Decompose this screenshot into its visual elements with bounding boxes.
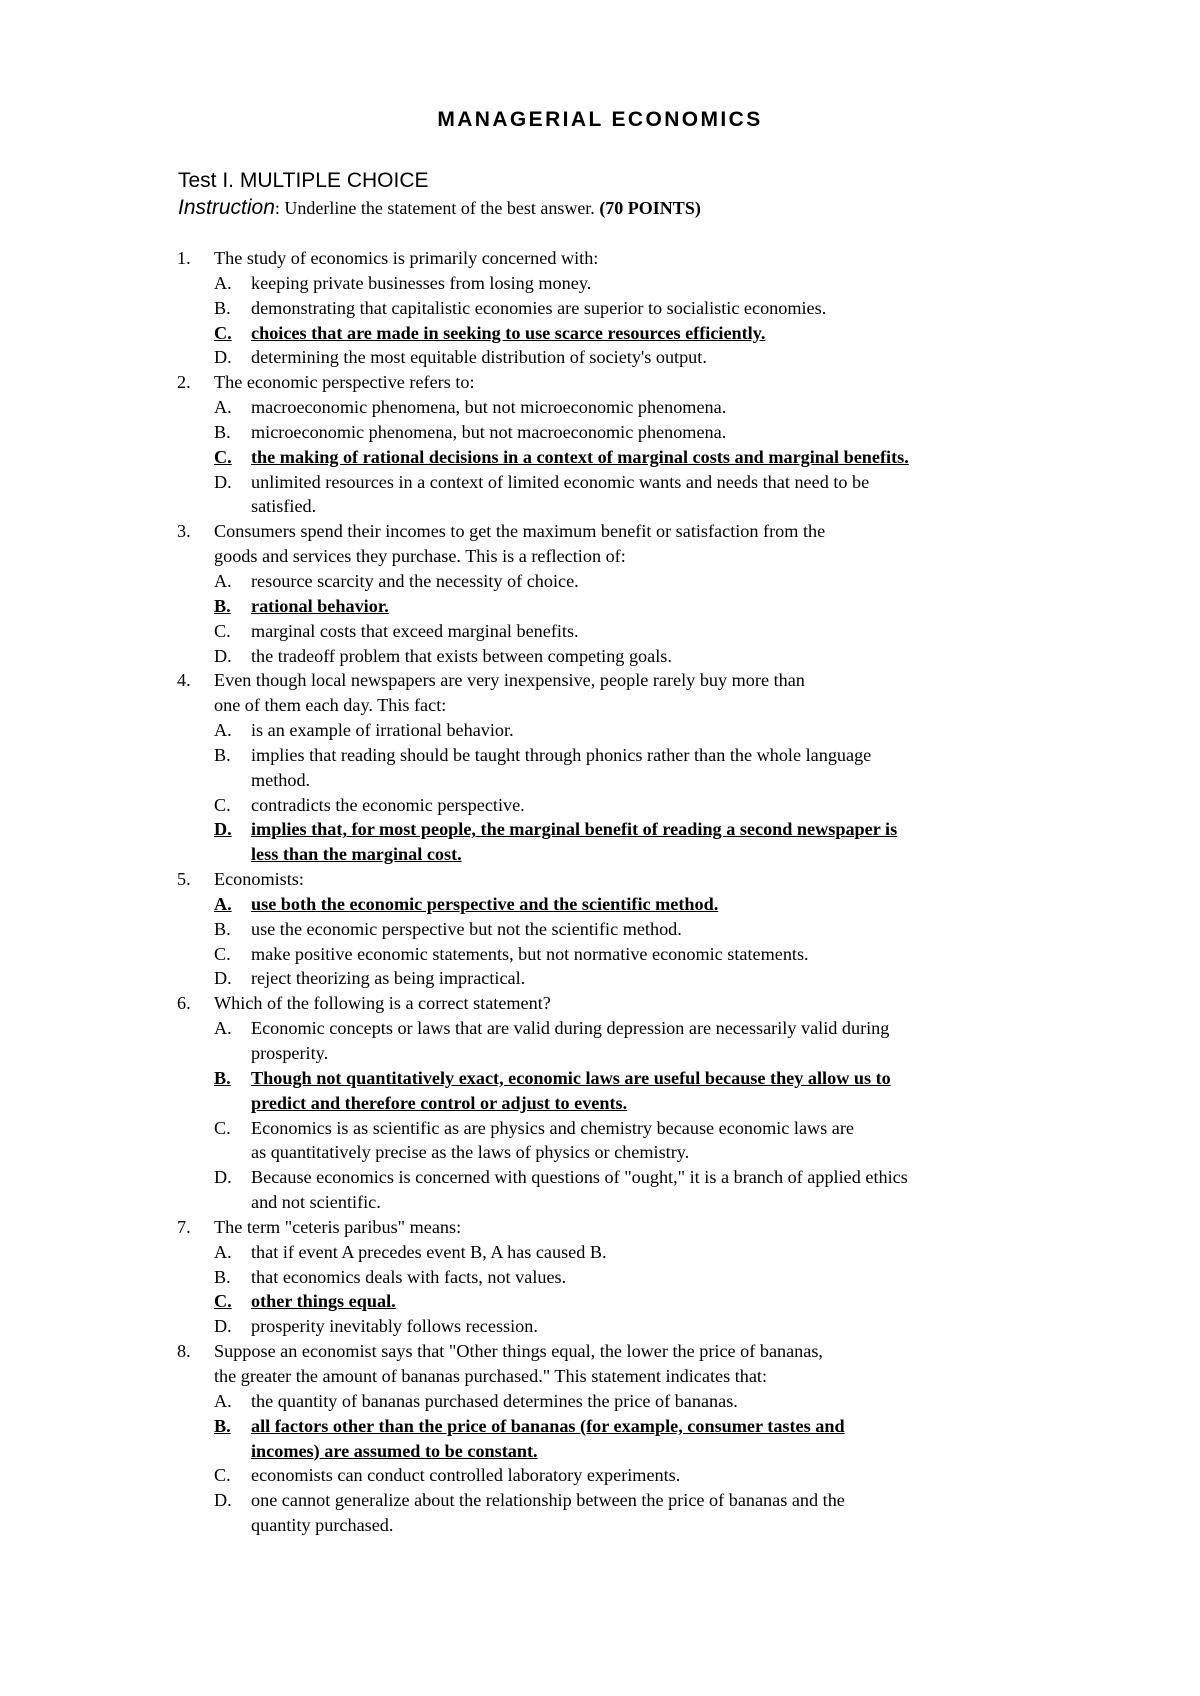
option-text: as quantitatively precise as the laws of physics or chemistry. [251, 1142, 690, 1163]
answer-option [0, 1463, 1200, 1488]
question-number: 2. [177, 372, 191, 393]
option-text: use both the economic perspective and the scientific method. [251, 893, 719, 914]
answer-option [0, 917, 1200, 942]
answer-option-correct [0, 445, 1200, 470]
option-text: is an example of irrational behavior. [251, 720, 514, 741]
answer-option-correct [0, 1414, 1200, 1439]
option-letter: D. [214, 1316, 232, 1337]
option-text: prosperity inevitably follows recession. [251, 1316, 538, 1337]
option-text: implies that reading should be taught through phonics rather than the whole language [251, 744, 872, 765]
question-row [0, 1215, 1200, 1240]
answer-option [0, 420, 1200, 445]
answer-option [0, 1389, 1200, 1414]
option-letter: D. [214, 968, 232, 989]
option-text: one cannot generalize about the relationship between the price of bananas and the [251, 1490, 845, 1511]
option-continuation-row [0, 1091, 1200, 1116]
option-letter: B. [214, 1266, 231, 1287]
answer-option [0, 1265, 1200, 1290]
answer-option [0, 470, 1200, 495]
option-continuation-row [0, 1439, 1200, 1464]
option-text: that economics deals with facts, not values. [251, 1266, 567, 1287]
option-continuation-row [0, 1140, 1200, 1165]
option-continuation-row [0, 494, 1200, 519]
option-letter: B. [214, 744, 231, 765]
question-number: 6. [177, 993, 191, 1014]
option-letter: C. [214, 943, 231, 964]
option-letter: D. [214, 347, 232, 368]
question-number: 4. [177, 670, 191, 691]
option-text: all factors other than the price of bananas (for example, consumer tastes and [251, 1415, 845, 1436]
question-number: 8. [177, 1341, 191, 1362]
option-letter: B. [214, 595, 231, 616]
question-row [0, 1339, 1200, 1364]
option-text: and not scientific. [251, 1192, 381, 1213]
answer-option-correct [0, 321, 1200, 346]
answer-option [0, 1165, 1200, 1190]
option-letter: A. [214, 397, 232, 418]
question-number: 7. [177, 1216, 191, 1237]
question-text: the greater the amount of bananas purchased." This statement indicates that: [214, 1365, 768, 1386]
option-text: determining the most equitable distribution of society's output. [251, 347, 707, 368]
option-text: Economics is as scientific as are physics and chemistry because economic laws are [251, 1117, 855, 1138]
option-text: demonstrating that capitalistic economies are superior to socialistic economies. [251, 297, 827, 318]
option-text: method. [251, 769, 311, 790]
instruction-label: Instruction [178, 196, 275, 219]
question-row [0, 246, 1200, 271]
option-text: implies that, for most people, the marginal benefit of reading a second newspaper is [251, 819, 898, 840]
question-list [0, 246, 1200, 1538]
question-continuation-row [0, 693, 1200, 718]
option-letter: C. [214, 1465, 231, 1486]
option-text: choices that are made in seeking to use scarce resources efficiently. [251, 322, 766, 343]
option-text: satisfied. [251, 496, 317, 517]
answer-option-correct [0, 892, 1200, 917]
option-text: rational behavior. [251, 595, 389, 616]
answer-option [0, 619, 1200, 644]
answer-option [0, 395, 1200, 420]
option-continuation-row [0, 1190, 1200, 1215]
option-text: prosperity. [251, 1043, 329, 1063]
question-row [0, 991, 1200, 1016]
option-text: reject theorizing as being impractical. [251, 968, 526, 989]
document-title: MANAGERIAL ECONOMICS [437, 108, 763, 131]
option-letter: D. [214, 645, 232, 666]
option-letter: A. [214, 570, 232, 591]
answer-option-correct [0, 817, 1200, 842]
option-text: resource scarcity and the necessity of choice. [251, 570, 579, 591]
option-letter: B. [214, 1415, 231, 1436]
option-text: that if event A precedes event B, A has caused B. [251, 1241, 607, 1262]
option-continuation-row [0, 1041, 1200, 1066]
question-number: 5. [177, 869, 191, 890]
option-letter: B. [214, 918, 231, 939]
answer-option [0, 1240, 1200, 1265]
answer-option [0, 569, 1200, 594]
option-text: Though not quantitatively exact, economic laws are useful because they allow us to [251, 1067, 891, 1088]
instruction-colon: : [274, 198, 280, 218]
option-text: unlimited resources in a context of limited economic wants and needs that need to be [251, 471, 870, 492]
answer-option [0, 743, 1200, 768]
option-letter: C. [214, 446, 232, 467]
answer-option [0, 1488, 1200, 1513]
option-text: macroeconomic phenomena, but not microeconomic phenomena. [251, 397, 727, 418]
question-row [0, 370, 1200, 395]
option-text: incomes) are assumed to be constant. [251, 1440, 538, 1461]
instruction-line [178, 195, 701, 221]
option-text: less than the marginal cost. [251, 844, 462, 865]
question-row [0, 668, 1200, 693]
option-text: economists can conduct controlled laboratory experiments. [251, 1465, 681, 1486]
option-text: contradicts the economic perspective. [251, 794, 525, 815]
option-letter: D. [214, 819, 232, 840]
option-letter: B. [214, 1067, 231, 1088]
option-text: the quantity of bananas purchased determines the price of bananas. [251, 1390, 738, 1411]
option-text: Economic concepts or laws that are valid during depression are necessarily valid during [251, 1018, 890, 1039]
option-text: use the economic perspective but not the scientific method. [251, 918, 682, 939]
answer-option-correct [0, 1066, 1200, 1091]
question-text: The study of economics is primarily concerned with: [214, 248, 599, 268]
question-row [0, 519, 1200, 544]
option-letter: D. [214, 471, 232, 492]
instruction-text: Underline the statement of the best answer. [279, 198, 600, 218]
answer-option [0, 718, 1200, 743]
question-text: The term "ceteris paribus" means: [214, 1216, 462, 1237]
question-text: goods and services they purchase. This is a reflection of: [214, 546, 626, 567]
option-letter: C. [214, 620, 231, 641]
question-text: Economists: [214, 869, 304, 890]
answer-option [0, 966, 1200, 991]
option-text: predict and therefore control or adjust to events. [251, 1092, 628, 1113]
option-letter: A. [214, 1241, 232, 1262]
answer-option-correct [0, 1289, 1200, 1314]
answer-option [0, 345, 1200, 370]
option-letter: B. [214, 297, 231, 318]
answer-option [0, 942, 1200, 967]
option-text: other things equal. [251, 1291, 396, 1312]
option-text: make positive economic statements, but not normative economic statements. [251, 943, 809, 964]
question-number: 3. [177, 521, 191, 542]
answer-option [0, 296, 1200, 321]
question-continuation-row [0, 1364, 1200, 1389]
question-continuation-row [0, 544, 1200, 569]
option-text: keeping private businesses from losing money. [251, 272, 592, 293]
option-letter: C. [214, 794, 231, 815]
option-text: the tradeoff problem that exists between competing goals. [251, 645, 672, 666]
option-text: the making of rational decisions in a context of marginal costs and marginal benefits. [251, 446, 909, 467]
answer-option [0, 1116, 1200, 1141]
option-text: microeconomic phenomena, but not macroeconomic phenomena. [251, 421, 727, 442]
answer-option [0, 1016, 1200, 1041]
answer-option [0, 1314, 1200, 1339]
option-letter: D. [214, 1167, 232, 1188]
answer-option [0, 793, 1200, 818]
option-continuation-row [0, 768, 1200, 793]
question-text: Consumers spend their incomes to get the maximum benefit or satisfaction from the [214, 521, 826, 542]
option-continuation-row [0, 842, 1200, 867]
option-letter: D. [214, 1490, 232, 1511]
question-text: Suppose an economist says that "Other things equal, the lower the price of bananas, [214, 1341, 823, 1362]
option-text: marginal costs that exceed marginal benefits. [251, 620, 579, 641]
option-letter: A. [214, 1390, 232, 1411]
answer-option [0, 271, 1200, 296]
question-row [0, 867, 1200, 892]
option-letter: A. [214, 893, 232, 914]
option-continuation-row [0, 1513, 1200, 1538]
answer-option-correct [0, 594, 1200, 619]
question-number: 1. [177, 248, 191, 268]
option-letter: B. [214, 421, 231, 442]
question-text: Even though local newspapers are very inexpensive, people rarely buy more than [214, 670, 805, 691]
option-letter: A. [214, 720, 232, 741]
question-text: Which of the following is a correct statement? [214, 993, 551, 1014]
option-letter: C. [214, 1117, 231, 1138]
option-text: quantity purchased. [251, 1515, 394, 1536]
question-text: one of them each day. This fact: [214, 695, 447, 716]
test-heading: Test I. MULTIPLE CHOICE [178, 169, 429, 192]
option-letter: C. [214, 322, 232, 343]
option-letter: A. [214, 272, 232, 293]
question-text: The economic perspective refers to: [214, 372, 475, 393]
option-letter: A. [214, 1018, 232, 1039]
option-text: Because economics is concerned with questions of "ought," it is a branch of applied ethics [251, 1167, 908, 1188]
option-letter: C. [214, 1291, 232, 1312]
answer-option [0, 644, 1200, 669]
instruction-points: (70 POINTS) [599, 198, 701, 218]
